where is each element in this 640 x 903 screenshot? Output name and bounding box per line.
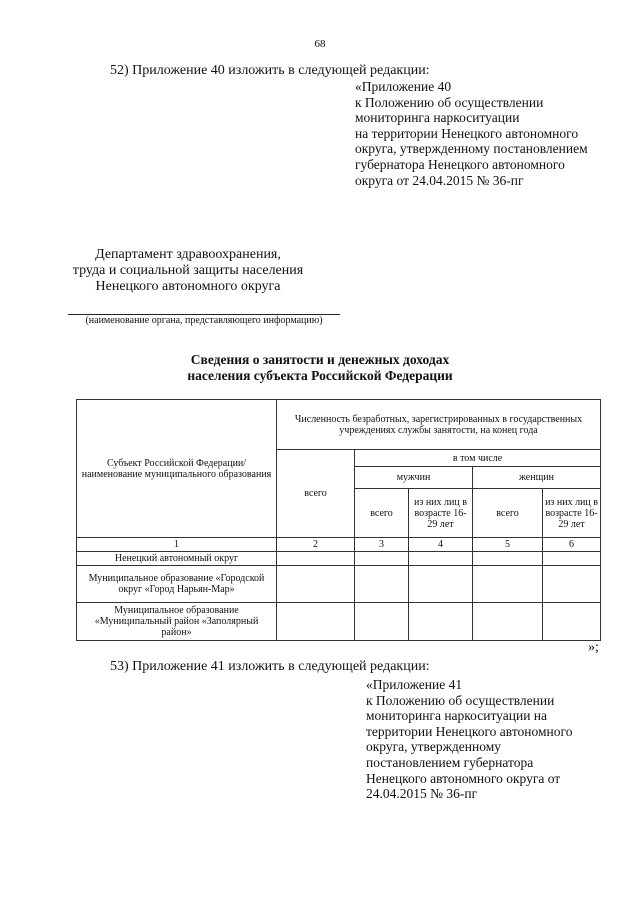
header-men: мужчин: [355, 467, 473, 489]
form-title-line: Сведения о занятости и денежных доходах: [190, 352, 450, 367]
table-cell: [277, 603, 355, 641]
ref-line: «Приложение 40: [355, 79, 452, 94]
ref-line: Ненецкого автономного округа от: [366, 770, 561, 786]
ref-line: округа от 24.04.2015 № 36-пг: [355, 172, 524, 188]
page-number: 68: [314, 38, 326, 50]
ref-line: «Приложение 41: [366, 677, 463, 692]
header-women-young: из них лиц в возрасте 16-29 лет: [543, 489, 601, 538]
table-cell: [473, 552, 543, 566]
row-label: Муниципальное образование «Муниципальный район «Заполярный район»: [77, 603, 277, 641]
table-cell: [543, 552, 601, 566]
ref-line: на территории Ненецкого автономного: [355, 125, 579, 141]
table-cell: [409, 566, 473, 603]
table-cell: [409, 603, 473, 641]
employment-table: [76, 399, 601, 641]
ref-line: округа, утвержденному: [366, 739, 502, 755]
closing-quote: »;: [588, 640, 599, 655]
item-53-text: 53) Приложение 41 изложить в следующей редакции:: [110, 659, 430, 674]
row-label: Муниципальное образование «Городской округ «Город Нарьян-Мар»: [77, 566, 277, 603]
appendix-40-reference: [355, 79, 588, 188]
ref-line: к Положению об осуществлении: [355, 94, 544, 110]
table-cell: [409, 552, 473, 566]
header-including: в том числе: [355, 450, 601, 467]
table-row: [77, 552, 601, 566]
table-cell: [473, 603, 543, 641]
header-total: всего: [277, 450, 355, 538]
ref-line: 24.04.2015 № 36-пг: [366, 786, 478, 802]
column-number: 3: [355, 538, 409, 552]
table-cell: [543, 566, 601, 603]
organization-line: Ненецкого автономного округа: [95, 279, 281, 294]
ref-line: постановлением губернатора: [366, 754, 534, 770]
ref-line: губернатора Ненецкого автономного: [355, 156, 565, 172]
header-subject: Субъект Российской Федерации/ наименование муниципального образования: [77, 400, 277, 538]
organization-line: Департамент здравоохранения,: [95, 247, 281, 262]
form-title-line: населения субъекта Российской Федерации: [187, 368, 453, 383]
header-unemployed-count: Численность безработных, зарегистрированных в государственных учреждениях службы занятости, на конец года: [277, 400, 601, 450]
table-cell: [355, 566, 409, 603]
table-row: [77, 603, 601, 641]
appendix-41-reference: [366, 677, 572, 802]
ref-line: к Положению об осуществлении: [366, 692, 555, 708]
header-men-young: из них лиц в возрасте 16-29 лет: [409, 489, 473, 538]
row-label: Ненецкий автономный округ: [77, 552, 277, 566]
column-number: 2: [277, 538, 355, 552]
table-cell: [473, 566, 543, 603]
item-52-text: 52) Приложение 40 изложить в следующей редакции:: [110, 63, 430, 78]
table-cell: [543, 603, 601, 641]
ref-line: мониторинга наркоситуации на: [366, 708, 548, 724]
table-cell: [277, 566, 355, 603]
header-women-total: всего: [473, 489, 543, 538]
header-women: женщин: [473, 467, 601, 489]
column-number: 5: [473, 538, 543, 552]
column-number: 4: [409, 538, 473, 552]
organization-name: [38, 247, 338, 295]
column-number: 1: [77, 538, 277, 552]
ref-line: округа, утвержденному постановлением: [355, 141, 588, 157]
column-number: 6: [543, 538, 601, 552]
organization-caption: (наименование органа, представляющего информацию): [85, 315, 323, 326]
table-row: [77, 566, 601, 603]
ref-line: мониторинга наркоситуации: [355, 110, 520, 126]
form-title: [0, 352, 640, 384]
organization-line: труда и социальной защиты населения: [72, 263, 304, 278]
table-cell: [355, 552, 409, 566]
ref-line: территории Ненецкого автономного: [366, 723, 573, 739]
table-cell: [277, 552, 355, 566]
header-men-total: всего: [355, 489, 409, 538]
table-cell: [355, 603, 409, 641]
